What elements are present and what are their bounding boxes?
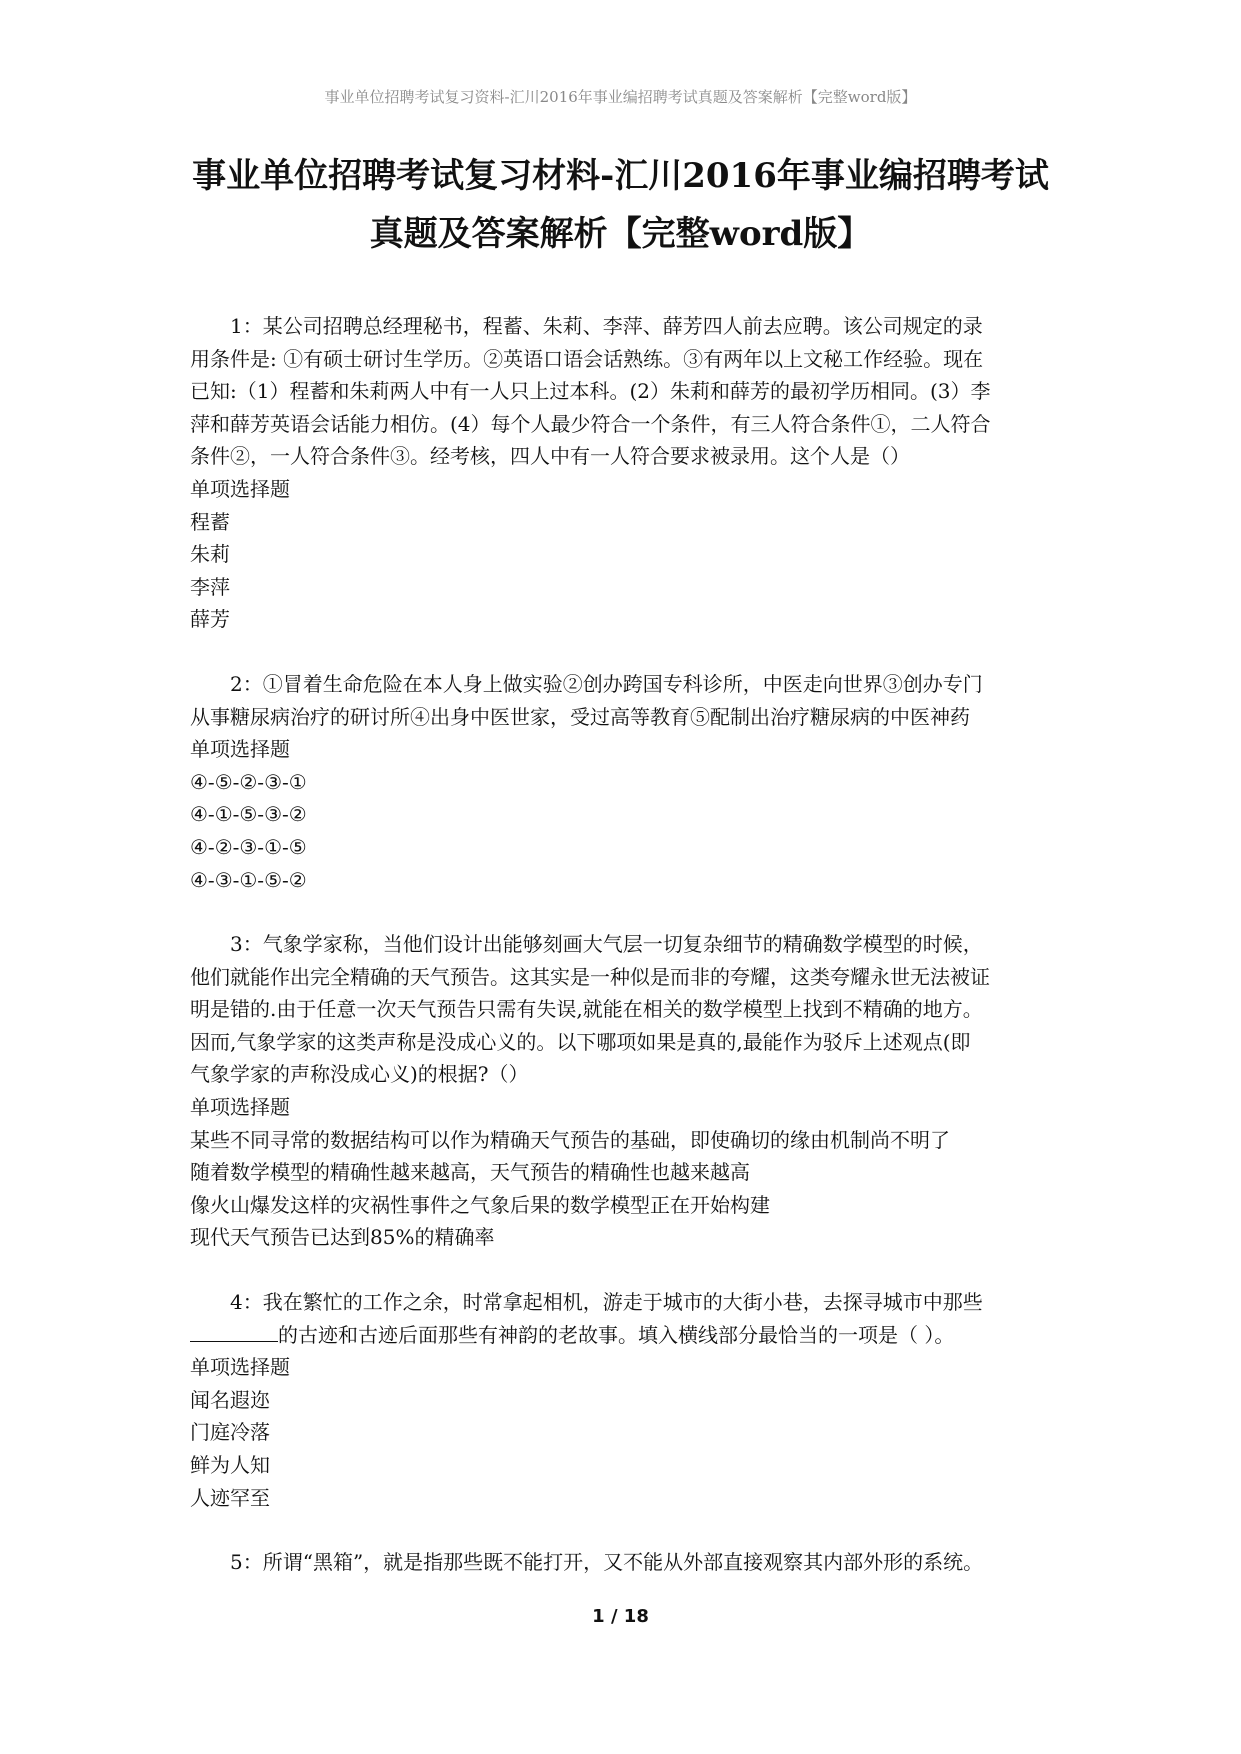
question-text-line: 3：气象学家称，当他们设计出能够刻画大气层一切复杂细节的精确数学模型的时候， <box>230 932 983 957</box>
question-text-line: 4：我在繁忙的工作之余，时常拿起相机，游走于城市的大街小巷，去探寻城市中那些 <box>230 1290 983 1315</box>
question-text-line: 条件②，一人符合条件③。经考核，四人中有一人符合要求被录用。这个人是（） <box>190 444 910 469</box>
question-text-fragment: 的古迹和古迹后面那些有神韵的老故事。填入横线部分最恰当的一项是（ ）。 <box>278 1322 955 1347</box>
answer-option: 随着数学模型的精确性越来越高，天气预告的精确性也越来越高 <box>190 1160 750 1185</box>
answer-option: 像火山爆发这样的灾祸性事件之气象后果的数学模型正在开始构建 <box>190 1192 770 1217</box>
page-number: 1 / 18 <box>592 1606 649 1627</box>
document-title-line-2: 真题及答案解析【完整word版】 <box>369 214 872 254</box>
answer-option: 门庭冷落 <box>190 1420 270 1445</box>
question-text-line: 用条件是: ①有硕士研讨生学历。②英语口语会话熟练。③有两年以上文秘工作经验。现在 <box>190 346 984 371</box>
question-text-line: 已知:（1）程蓄和朱莉两人中有一人只上过本科。(2）朱莉和薛芳的最初学历相同。(3）李 <box>190 379 991 404</box>
question-text-line: 2：①冒着生命危险在本人身上做实验②创办跨国专科诊所，中医走向世界③创办专门 <box>230 671 983 696</box>
question-3 <box>190 928 1066 1254</box>
answer-option: 闻名遐迩 <box>190 1387 270 1412</box>
question-type: 单项选择题 <box>190 1355 290 1380</box>
answer-option: 人迹罕至 <box>190 1485 270 1510</box>
question-text-line <box>190 1319 1066 1352</box>
answer-option: 某些不同寻常的数据结构可以作为精确天气预告的基础，即使确切的缘由机制尚不明了 <box>190 1127 950 1152</box>
question-2 <box>190 668 1066 896</box>
question-text-line: 萍和薛芳英语会话能力相仿。(4）每个人最少符合一个条件，有三人符合条件①，二人符合 <box>190 411 991 436</box>
running-header: 事业单位招聘考试复习资料-汇川2016年事业编招聘考试真题及答案解析【完整word版】 <box>324 88 917 106</box>
question-text-line: 因而,气象学家的这类声称是没成心义的。以下哪项如果是真的,最能作为驳斥上述观点(即 <box>190 1029 971 1054</box>
answer-option: 李萍 <box>190 574 230 599</box>
question-1 <box>190 310 1066 636</box>
question-text-line: 从事糖尿病治疗的研讨所④出身中医世家，受过高等教育⑤配制出治疗糖尿病的中医神药 <box>190 704 970 729</box>
question-text-line: 5：所谓“黑箱”，就是指那些既不能打开，又不能从外部直接观察其内部外形的系统。 <box>230 1550 984 1575</box>
document-body <box>190 310 1066 1611</box>
question-text-line: 明是错的.由于任意一次天气预告只需有失误,就能在相关的数学模型上找到不精确的地方。 <box>190 997 983 1022</box>
answer-option: 鲜为人知 <box>190 1453 270 1477</box>
question-text-line: 气象学家的声称没成心义)的根据?（） <box>190 1062 529 1087</box>
fill-in-blank <box>190 1319 278 1342</box>
document-title-line-1: 事业单位招聘考试复习材料-汇川2016年事业编招聘考试 <box>192 156 1049 196</box>
answer-option: ④-⑤-②-③-① <box>190 769 307 794</box>
question-type: 单项选择题 <box>190 1095 290 1120</box>
question-5 <box>190 1546 1066 1579</box>
answer-option: 朱莉 <box>190 542 230 567</box>
answer-option: ④-②-③-①-⑤ <box>190 834 307 859</box>
answer-option: 薛芳 <box>190 607 230 632</box>
answer-option: ④-①-⑤-③-② <box>190 802 307 827</box>
answer-option: 现代天气预告已达到85%的精确率 <box>190 1225 495 1250</box>
answer-option: ④-③-①-⑤-② <box>190 867 307 892</box>
question-type: 单项选择题 <box>190 476 290 501</box>
question-text-line: 他们就能作出完全精确的天气预告。这其实是一种似是而非的夸耀，这类夸耀永世无法被证 <box>190 964 990 989</box>
question-type: 单项选择题 <box>190 737 290 762</box>
question-4 <box>190 1286 1066 1514</box>
answer-option: 程蓄 <box>190 509 230 534</box>
question-text-line: 1：某公司招聘总经理秘书，程蓄、朱莉、李萍、薛芳四人前去应聘。该公司规定的录 <box>230 314 983 338</box>
